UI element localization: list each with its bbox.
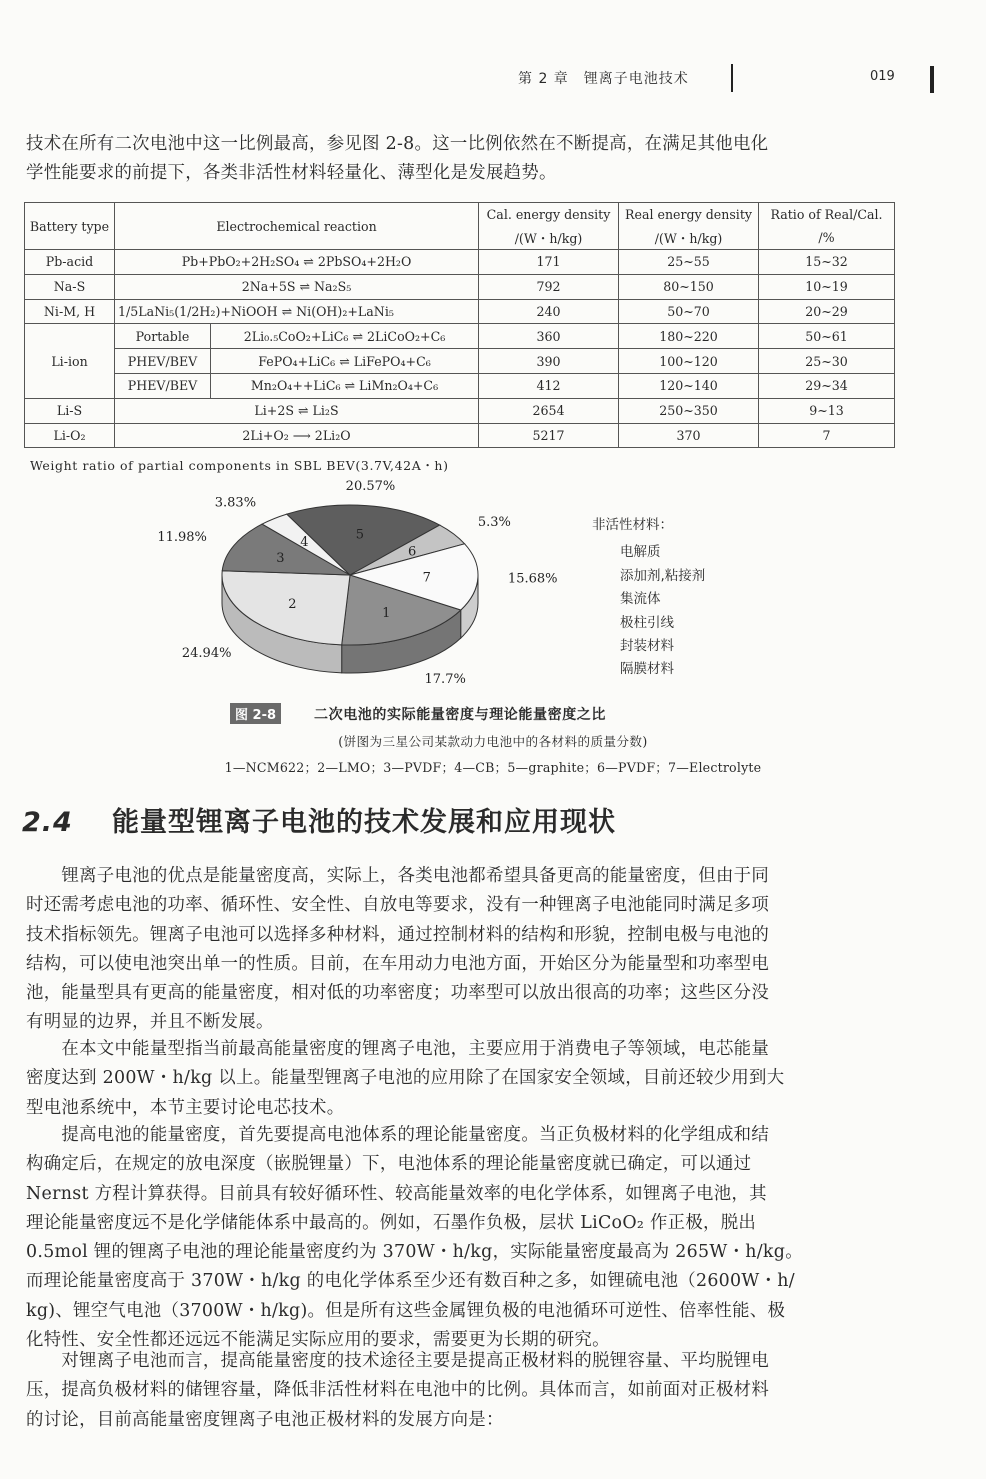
text-line: 0.5mol 锂的锂离子电池的理论能量密度约为 370W・h/kg，实际能量密度最高为 265W・h/kg。 <box>26 1242 803 1263</box>
col-header-real-unit: /(W・h/kg) <box>619 226 759 250</box>
figure-components: 1—NCM622；2—LMO；3—PVDF；4—CB；5—graphite；6—PVDF；7—Electrolyte <box>224 760 762 775</box>
page-header <box>0 62 986 92</box>
battery-energy-table <box>24 202 895 448</box>
cell-reaction: Li+2S ⇌ Li₂S <box>115 398 479 423</box>
table-row <box>25 274 895 299</box>
col-header-battery-type: Battery type <box>25 203 115 250</box>
pie-slice-number: 3 <box>276 551 285 567</box>
cell-reaction: 2Li₀.₅CoO₂+LiC₆ ⇌ 2LiCoO₂+C₆ <box>211 324 479 349</box>
section-number: 2.4 <box>22 807 73 838</box>
text-line: 型电池系统中，本节主要讨论电芯技术。 <box>26 1097 345 1118</box>
cell-subtype: PHEV/BEV <box>115 373 211 398</box>
cell-cal: 171 <box>479 250 619 275</box>
legend-item: 极柱引线 <box>620 614 674 631</box>
cell-cal: 412 <box>479 373 619 398</box>
cell-type: Li-O₂ <box>25 423 115 448</box>
cell-real: 250~350 <box>619 398 759 423</box>
intro-paragraph <box>26 130 896 189</box>
cell-cal: 390 <box>479 349 619 374</box>
pie-percent-label: 3.83% <box>214 495 257 511</box>
cell-cal: 792 <box>479 274 619 299</box>
table-row <box>25 349 895 374</box>
text-line: 时还需考虑电池的功率、循环性、安全性、自放电等要求，没有一种锂离子电池能同时满足多项 <box>26 895 770 916</box>
legend-title: 非活性材料： <box>592 517 673 533</box>
table-row <box>25 324 895 349</box>
figure-subcaption: (饼图为三星公司某款动力电池中的各材料的质量分数) <box>338 734 648 749</box>
chapter-title: 第 2 章 锂离子电池技术 <box>518 71 689 87</box>
cell-ratio: 15~32 <box>759 250 895 275</box>
cell-real: 180~220 <box>619 324 759 349</box>
text-line: 锂离子电池的优点是能量密度高，实际上，各类电池都希望具备更高的能量密度，但由于同 <box>26 866 770 886</box>
col-header-cal: Cal. energy density <box>479 203 619 227</box>
paragraph <box>26 862 896 1038</box>
pie-slice-number: 4 <box>300 535 309 551</box>
cell-cal: 360 <box>479 324 619 349</box>
cell-cal: 5217 <box>479 423 619 448</box>
table-row <box>25 423 895 448</box>
cell-type: Na-S <box>25 274 115 299</box>
cell-subtype: PHEV/BEV <box>115 349 211 374</box>
cell-reaction: 1/5LaNi₅(1/2H₂)+NiOOH ⇌ Ni(OH)₂+LaNi₅ <box>115 299 479 324</box>
cell-type: Li-S <box>25 398 115 423</box>
text-line: 化特性、安全性都还远远不能满足实际应用的要求，需要更为长期的研究。 <box>26 1330 610 1351</box>
cell-reaction: FePO₄+LiC₆ ⇌ LiFePO₄+C₆ <box>211 349 479 374</box>
pie-legend <box>592 514 705 682</box>
paragraph <box>26 1035 896 1123</box>
cell-ratio: 50~61 <box>759 324 895 349</box>
text-line: 技术指标领先。锂离子电池可以选择多种材料，通过控制材料的结构和形貌，控制电极与电池的 <box>26 924 770 945</box>
text-line: 结构，可以使电池突出单一的性质。目前，在车用动力电池方面，开始区分为能量型和功率型电 <box>26 953 770 974</box>
pie-slice-number: 2 <box>288 596 297 612</box>
pie-percent-label: 5.3% <box>477 515 511 531</box>
pie-percent-label: 17.7% <box>424 672 466 688</box>
cell-cal: 2654 <box>479 398 619 423</box>
cell-ratio: 10~19 <box>759 274 895 299</box>
table-header-row <box>25 203 895 227</box>
figure-caption-text: 二次电池的实际能量密度与理论能量密度之比 <box>314 707 606 723</box>
cell-real: 370 <box>619 423 759 448</box>
pie-percent-label: 24.94% <box>181 646 232 662</box>
pie-chart <box>157 478 580 690</box>
text-line: 技术在所有二次电池中这一比例最高，参见图 2-8。这一比例依然在不断提高，在满足其他电化 <box>26 134 769 154</box>
text-line: 提高电池的能量密度，首先要提高电池体系的理论能量密度。当正负极材料的化学组成和结 <box>26 1125 770 1145</box>
legend-item: 集流体 <box>620 591 661 608</box>
page-number: 019 <box>870 69 895 84</box>
pie-percent-label: 15.68% <box>507 571 558 587</box>
cell-real: 25~55 <box>619 250 759 275</box>
col-header-ratio-unit: /% <box>759 226 895 250</box>
cell-reaction: 2Na+5S ⇌ Na₂S₅ <box>115 274 479 299</box>
cell-ratio: 20~29 <box>759 299 895 324</box>
table-row <box>25 373 895 398</box>
cell-real: 100~120 <box>619 349 759 374</box>
text-line: 有明显的边界，并且不断发展。 <box>26 1012 274 1033</box>
text-line: 理论能量密度远不是化学储能体系中最高的。例如，石墨作负极，层状 LiCoO₂ 作正极，脱出 <box>26 1212 757 1233</box>
pie-slice-number: 6 <box>408 544 417 560</box>
paragraph <box>26 1121 896 1355</box>
section-heading <box>22 800 616 839</box>
cell-reaction: Mn₂O₄++LiC₆ ⇌ LiMn₂O₄+C₆ <box>211 373 479 398</box>
cell-cal: 240 <box>479 299 619 324</box>
cell-ratio: 29~34 <box>759 373 895 398</box>
col-header-real: Real energy density <box>619 203 759 227</box>
table-row <box>25 398 895 423</box>
legend-item: 电解质 <box>620 544 661 561</box>
text-line: 的讨论，目前高能量密度锂离子电池正极材料的发展方向是： <box>26 1409 504 1430</box>
legend-item: 添加剂,粘接剂 <box>620 567 706 584</box>
cell-type: Ni-M, H <box>25 299 115 324</box>
text-line: 压，提高负极材料的储锂容量，降低非活性材料在电池中的比例。具体而言，如前面对正极材料 <box>26 1380 770 1401</box>
text-line: 对锂离子电池而言，提高能量密度的技术途径主要是提高正极材料的脱锂容量、平均脱锂电 <box>26 1351 770 1371</box>
col-header-cal-unit: /(W・h/kg) <box>479 226 619 250</box>
cell-real: 80~150 <box>619 274 759 299</box>
pie-slice-number: 7 <box>422 570 431 586</box>
cell-ratio: 25~30 <box>759 349 895 374</box>
text-line: 学性能要求的前提下，各类非活性材料轻量化、薄型化是发展趋势。 <box>26 163 557 184</box>
figure-tag: 图 2-8 <box>230 703 281 724</box>
pie-slice-number: 1 <box>382 606 391 622</box>
header-edge-bar <box>930 66 934 93</box>
cell-real: 120~140 <box>619 373 759 398</box>
section-title: 能量型锂离子电池的技术发展和应用现状 <box>112 807 616 838</box>
text-line: kg)、锂空气电池（3700W・h/kg)。但是所有这些金属锂负极的电池循环可逆性、倍率性能、极 <box>26 1300 786 1321</box>
text-line: 池，能量型具有更高的能量密度，相对低的功率密度；功率型可以放出很高的功率；这些区分没 <box>26 983 770 1004</box>
pie-slice-number: 5 <box>355 527 365 543</box>
text-line: 构确定后，在规定的放电深度（嵌脱锂量）下，电池体系的理论能量密度就已确定，可以通过 <box>26 1154 752 1175</box>
header-divider <box>731 64 733 92</box>
table-row <box>25 250 895 275</box>
cell-type: Pb-acid <box>25 250 115 275</box>
col-header-reaction: Electrochemical reaction <box>115 203 479 250</box>
pie-percent-label: 11.98% <box>157 529 207 545</box>
cell-subtype: Portable <box>115 324 211 349</box>
legend-item: 隔膜材料 <box>620 661 674 678</box>
text-line: Nernst 方程计算获得。目前具有较好循环性、较高能量效率的电化学体系，如锂离子电池，其 <box>26 1183 767 1204</box>
text-line: 在本文中能量型指当前最高能量密度的锂离子电池，主要应用于消费电子等领域，电芯能量 <box>26 1039 770 1059</box>
cell-real: 50~70 <box>619 299 759 324</box>
cell-reaction: 2Li+O₂ ⟶ 2Li₂O <box>115 423 479 448</box>
cell-type: Li-ion <box>25 324 115 398</box>
pie-percent-label: 20.57% <box>345 478 396 494</box>
col-header-ratio: Ratio of Real/Cal. <box>759 203 895 227</box>
cell-ratio: 9~13 <box>759 398 895 423</box>
paragraph <box>26 1347 896 1435</box>
cell-reaction: Pb+PbO₂+2H₂SO₄ ⇌ 2PbSO₄+2H₂O <box>115 250 479 275</box>
chart-title: Weight ratio of partial components in SBL BEV(3.7V,42A・h) <box>30 458 449 473</box>
text-line: 密度达到 200W・h/kg 以上。能量型锂离子电池的应用除了在国家安全领域，目前还较少用到大 <box>26 1068 785 1089</box>
text-line: 而理论能量密度高于 370W・h/kg 的电化学体系至少还有数百种之多，如锂硫电池（2600W・h/ <box>26 1271 795 1292</box>
cell-ratio: 7 <box>759 423 895 448</box>
legend-item: 封装材料 <box>620 638 674 655</box>
figure-caption <box>230 702 700 726</box>
table-row <box>25 299 895 324</box>
